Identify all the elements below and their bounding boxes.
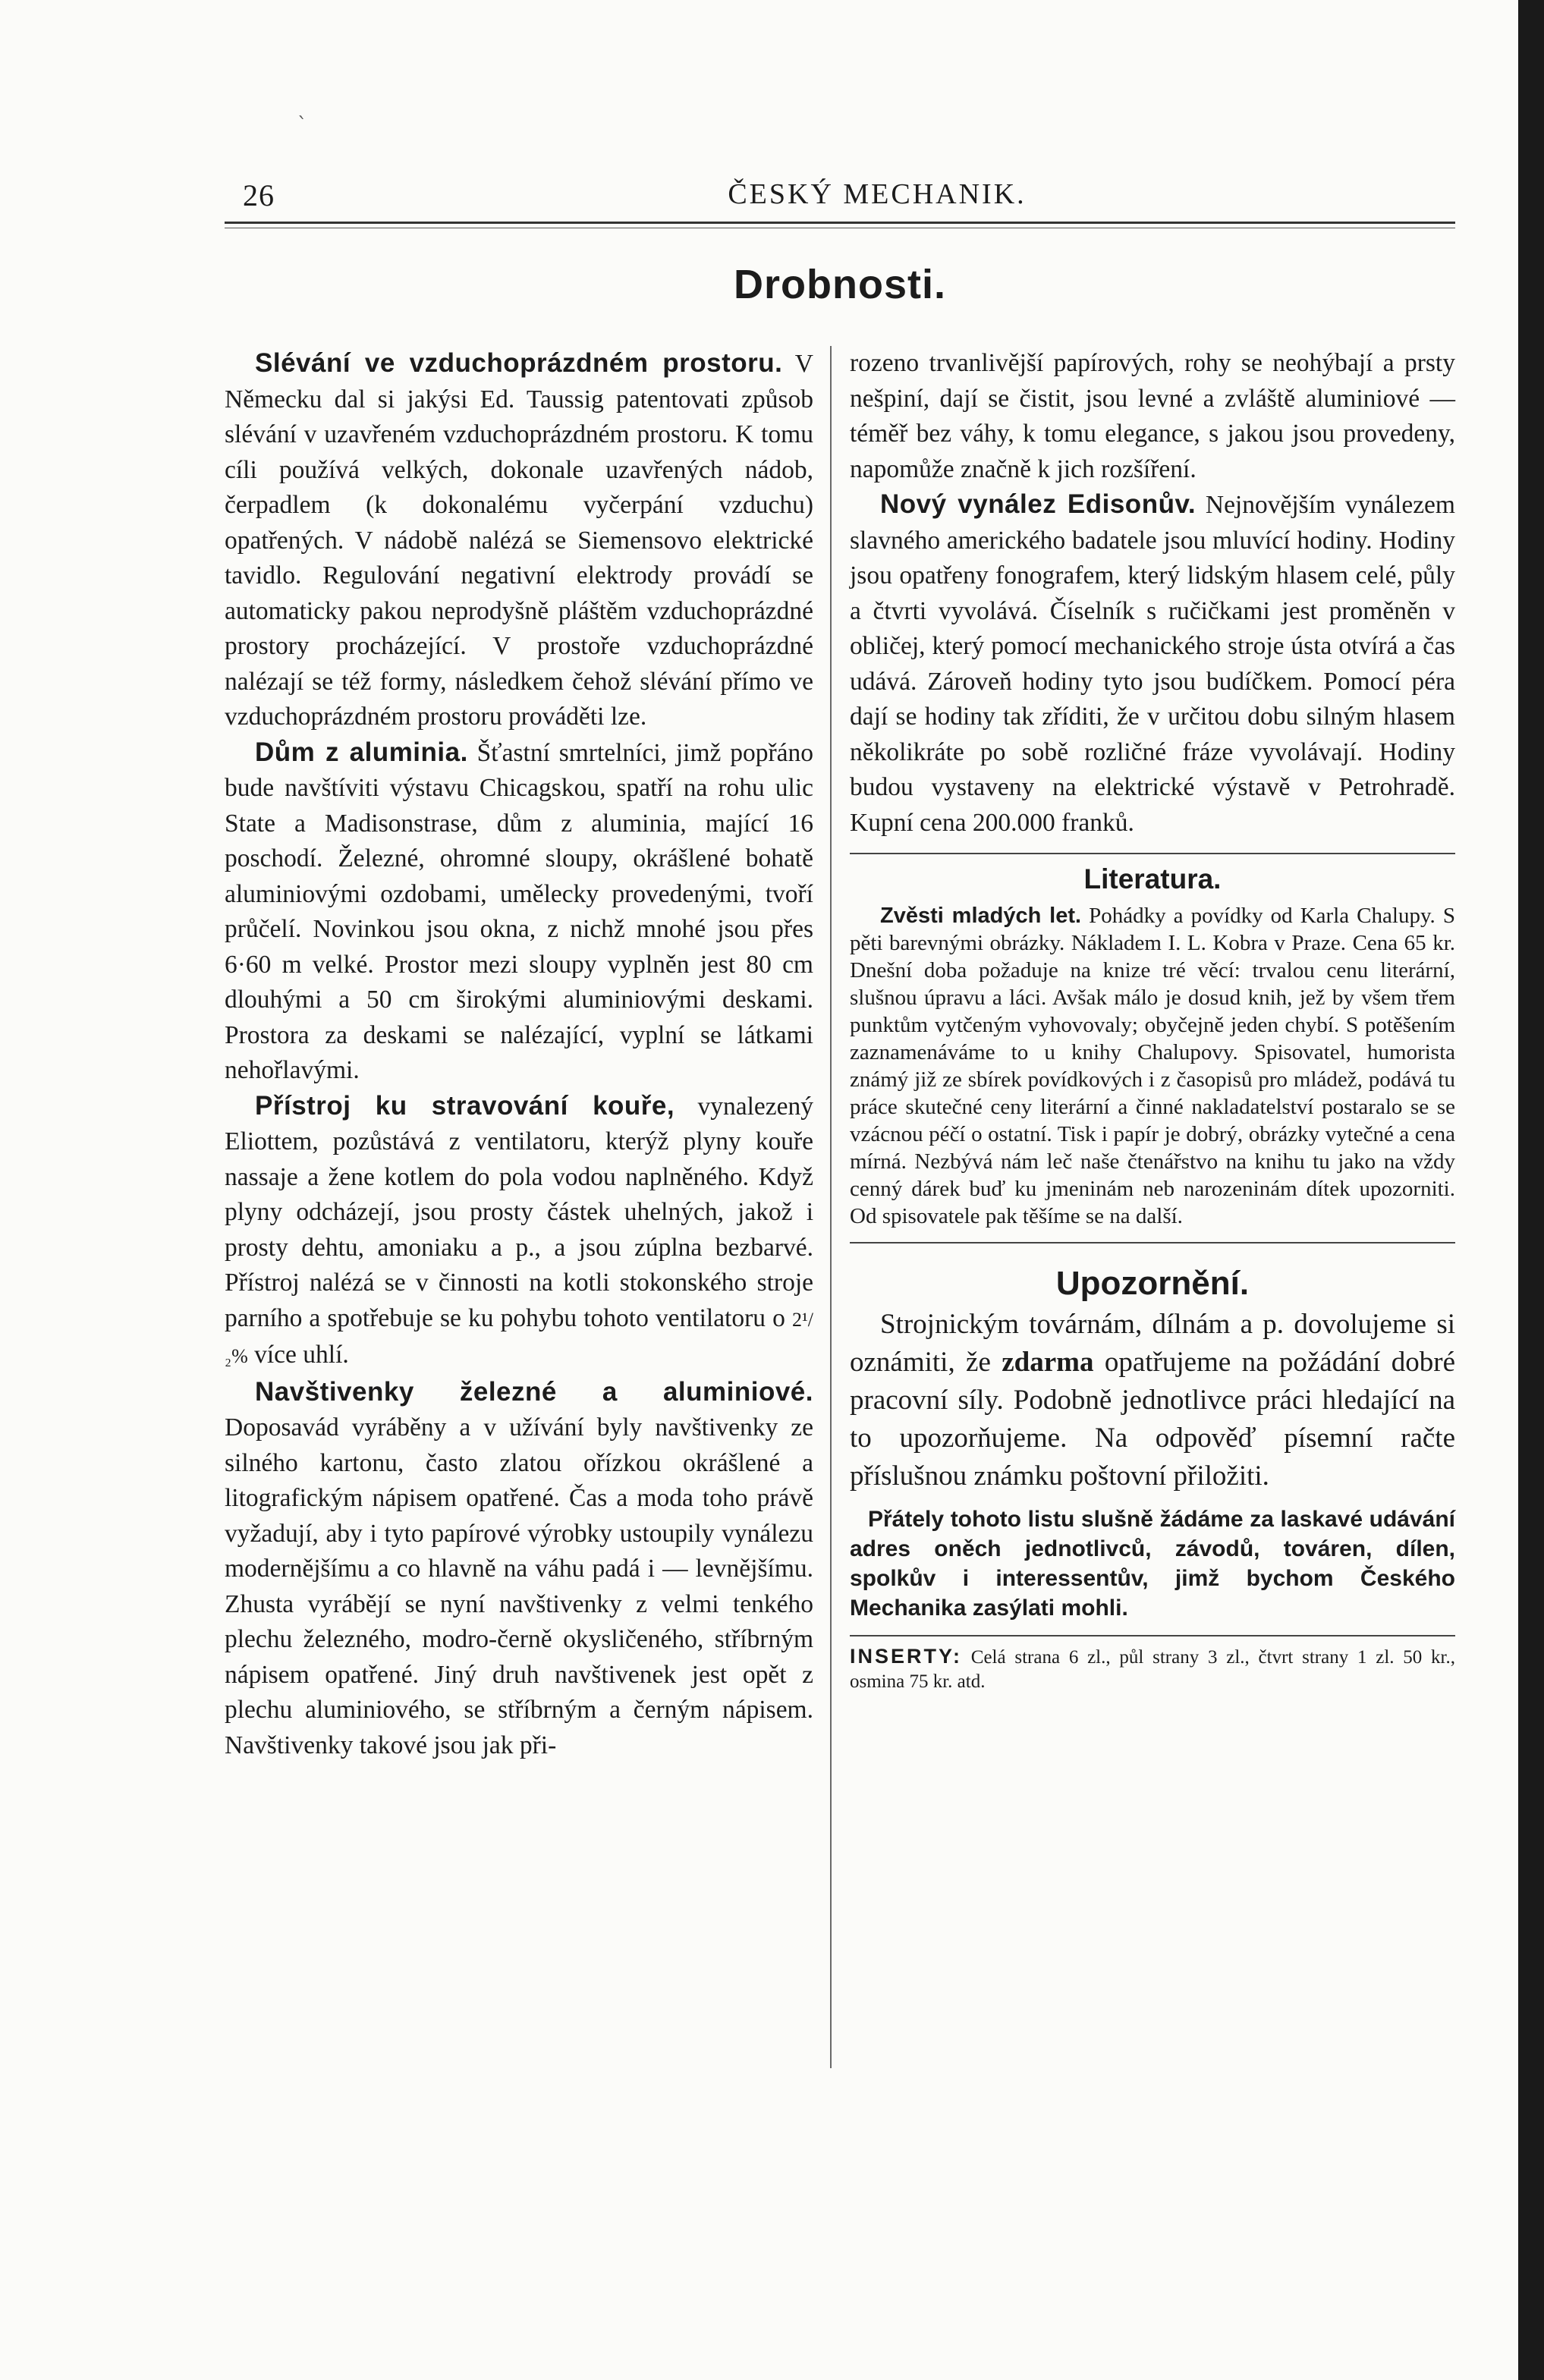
article-body: Doposavád vyráběny a v užívání byly navštivenky ze silného kartonu, často zlatou ořízkou okrášlené a litografickým nápisem opatřené. Čas a moda toho právě vyžadují, aby i tyto papírové výrobky ustoupily vynálezu modernějšímu a co hlavně na váhu padá i — levnějšímu. Zhusta vyrábějí se nyní navštivenky z velmi tenkého plechu železného, modro-černě okysličeného, stříbrným nápisem opatřené. Jiný druh navštivenek jest opět z plechu aluminiového, se stříbrným a černým nápisem. Navštivenky takové jsou jak při- [225, 1413, 813, 1759]
upozorneni-text: Strojnickým továrnám, dílnám a p. dovolujeme si oznámiti, že [850, 1309, 1455, 1378]
upozorneni-emphasis: zdarma [1002, 1347, 1094, 1378]
column-divider [830, 346, 832, 2068]
header-rule [225, 222, 1455, 224]
running-title: ČESKÝ MECHANIK. [728, 178, 1027, 210]
literatura-heading: Literatura. [1083, 863, 1222, 894]
readers-notice: Přátely tohoto listu slušně žádáme za laskavé udávání adres oněch jednotlivců, závodů, továren, dílen, spolkův i interessentův, jimž bychom Českého Mechanika zasýlati mohli. [850, 1507, 1455, 1621]
upozorneni-text-end: opatřujeme na požádání dobré pracovní síly. Podobně jednotlivce práci hledající na to upozorňujeme. Na odpověď písemní račte příslušnou známku poštovní přiložiti. [850, 1347, 1456, 1492]
article-smoke-device [225, 1089, 813, 1375]
article-business-cards [225, 1375, 813, 1764]
article-body: V Německu dal si jakýsi Ed. Taussig patentovati způsob slévání v uzavřeném vzduchoprázdném prostoru. K tomu cíli používá velkých, dokonale uzavřených nádob, čerpadlem (k dokonalému vyčerpání vzduchu) opatřených. V nádobě nalézá se Siemensovo elektrické tavidlo. Regulování negativní elektrody provádí se automaticky pakou neprodyšně pláštěm vzduchoprázdné prostory procházející. V prostoře vzduchoprázdné nalézají se též formy, následkem čehož slévání přímo ve vzduchoprázdném prostoru prováděti lze. [225, 350, 813, 731]
article-continuation: rozeno trvanlivější papírových, rohy se neohýbají a prsty nešpiní, dají se čistit, jsou levné a zvláště aluminiové — téměř bez váhy, k tomu elegance, s jakou jsou provedeny, napomůže značně k jich rozšíření. [850, 349, 1455, 483]
advert-text: Celá strana 6 zl., půl strany 3 zl., čtvrt strany 1 zl. 50 kr., osmina 75 kr. atd. [850, 1647, 1455, 1692]
page-number: 26 [243, 178, 275, 212]
article-title: Navštivenky železné a aluminiové. [255, 1376, 813, 1407]
percentage-value: 2¹/₂% [225, 1308, 813, 1367]
article-aluminium-house [225, 735, 813, 1089]
article-body-end: více uhlí. [247, 1341, 349, 1369]
article-body: vynalezený Eliottem, pozůstává z ventilatoru, kterýž plyny kouře nassaje a žene kotlem do pola vodou naplněného. Když plyny odcházejí, jsou prosty částek uhelných, jakož i prosty dehtu, amoniaku a p., a jsou zúplna bezbarvé. Přístroj nalézá se v činnosti na kotli stokonského stroje parního a spotřebuje se ku pohybu tohoto ventilatoru o [225, 1092, 814, 1332]
page-header [225, 178, 1455, 223]
advert-label: INSERTY: [850, 1645, 963, 1668]
section-rule [850, 1635, 1455, 1636]
upozorneni-body [850, 1306, 1455, 1495]
section-rule [850, 853, 1455, 854]
article-title: Nový vynález Edisonův. [880, 489, 1197, 519]
scan-mark: ˋ [297, 114, 307, 137]
article-body: Šťastní smrtelníci, jimž popřáno bude navštíviti výstavu Chicagskou, spatří na rohu ulic State a Madisonstrase, dům z aluminia, mající 16 poschodí. Železné, ohromné sloupy, okrášlené bohatě aluminiovými ozdobami, umělecky provedenými, tvoří průčelí. Novinkou jsou okna, z nichž mnohé jsou přes 6·60 m velké. Prostor mezi sloupy vyplněn jest 80 cm dlouhými a 50 cm širokými aluminiovými deskami. Prostora za deskami se nalézající, vyplní se látkami nehořlavými. [225, 738, 813, 1084]
article-title: Přístroj ku stravování kouře, [255, 1090, 675, 1121]
literatura-review [850, 902, 1455, 1230]
left-column [225, 346, 813, 1763]
advert-rates [850, 1644, 1455, 1694]
article-vacuum-casting [225, 346, 813, 735]
right-column [850, 346, 1455, 1694]
article-title: Slévání ve vzduchoprázdném prostoru. [255, 348, 783, 378]
scan-frame-edge [1518, 0, 1544, 2380]
article-body: Nejnovějším vynálezem slavného amerického badatele jsou mluvící hodiny. Hodiny jsou opatřeny fonografem, který lidským hlasem celé, půly a čtvrti vyvolává. Číselník s ručičkami jest proměněn v obličej, který pomocí mechanického stroje ústa otvírá a čas udává. Zároveň hodiny tyto jsou budíčkem. Pomocí péra dají se hodiny tak zříditi, že v určitou dobu silným hlasem několikráte po sobě rozličné fráze vyvolávají. Hodiny budou vystaveny na elektrické výstavě v Petrohradě. Kupní cena 200.000 franků. [850, 491, 1455, 837]
book-title: Zvěsti mladých let. [880, 903, 1082, 928]
article-edison [850, 487, 1455, 841]
section-title: Drobnosti. [734, 262, 946, 307]
review-body: Pohádky a povídky od Karla Chalupy. S pěti barevnými obrázky. Nákladem I. L. Kobra v Praze. Cena 65 kr. Dnešní doba požaduje na knize tré věcí: trvalou cenu literární, slušnou úpravu a láci. Avšak málo je dosud knih, jež by všem třem punktům vytčeným vyhovovaly; obyčejně jeden chybí. S potěšením zaznamenáváme to u knihy Chalupovy. Spisovatel, humorista známý již ze sbírek povídkových i z časopisů pro mládež, podává tu práce skutečné ceny literární a činné nakladatelství postaralo se se vzácnou péčí o ostatní. Tisk i papír je dobrý, obrázky vytečné a cena mírná. Nezbývá nám leč naše čtenářstvo na knihu tu jako na vždy cenný dárek buď ku jmeninám neb narozeninám dítek upozorniti. Od spisovatele pak těšíme se na další. [850, 903, 1455, 1228]
section-rule [850, 1242, 1455, 1243]
article-title: Dům z aluminia. [255, 737, 468, 767]
upozorneni-heading: Upozornění. [1055, 1264, 1250, 1302]
